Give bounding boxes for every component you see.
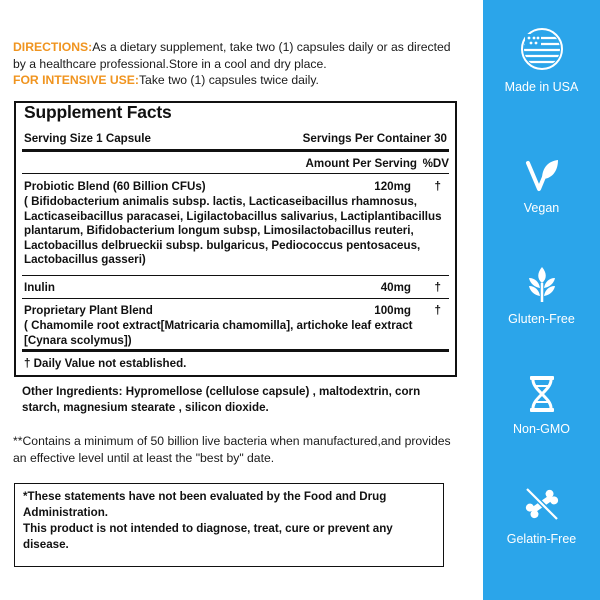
plant-blend-description: ( Chamomile root extract[Matricaria chamomilla], artichoke leaf extract [Cynara scolymus]) xyxy=(24,319,413,347)
directions-label: DIRECTIONS: xyxy=(13,40,93,54)
amount-per-serving-header: Amount Per Serving xyxy=(305,157,417,170)
intensive-use-label: FOR INTENSIVE USE: xyxy=(13,73,139,87)
serving-size: Serving Size 1 Capsule xyxy=(24,132,151,145)
daily-value-header: %DV xyxy=(422,157,449,170)
thick-divider xyxy=(22,149,449,152)
badge-label: Made in USA xyxy=(504,80,579,94)
divider xyxy=(22,298,449,299)
other-ingredients: Other Ingredients: Hypromellose (cellulose capsule) , maltodextrin, corn starch, magnesium stearate , silicon dioxide. xyxy=(22,385,421,414)
servings-per-container: Servings Per Container 30 xyxy=(302,132,447,145)
probiotic-blend-description: ( Bifidobacterium animalis subsp. lactis, Lacticaseibacillus rhamnosus, Lacticaseibacillus paracasei, Ligilactobacillus salivarius, Lactiplantibacillus plantarum, Bifidobacterium longum subsp, Limosilactobacillus reuteri, Lactobacillus delbrueckii subsp. bulgaricus, Pediococcus pentosaceus, Lactobacillus gasseri) xyxy=(24,195,442,267)
badge-gelatin-free xyxy=(483,484,600,546)
divider xyxy=(22,275,449,276)
usa-flag-icon xyxy=(519,26,565,72)
inulin-name: Inulin xyxy=(24,281,55,294)
inulin-amount: 40mg xyxy=(380,281,411,294)
plant-blend-name: Proprietary Plant Blend xyxy=(24,304,153,317)
inulin-dv: † xyxy=(434,281,441,294)
badge-sidebar xyxy=(483,0,600,600)
dna-icon xyxy=(527,374,557,414)
thick-divider xyxy=(22,349,449,352)
directions-text: As a dietary supplement, take two (1) capsules daily or as directed by a healthcare professional.Store in a cool and dry place. xyxy=(13,40,451,71)
supplement-facts-title: Supplement Facts xyxy=(24,102,172,122)
badge-made-in-usa xyxy=(483,26,600,94)
bacteria-note: **Contains a minimum of 50 billion live bacteria when manufactured,and provides an effective level until at least the "best by" date. xyxy=(13,434,451,465)
badge-label: Gluten-Free xyxy=(508,312,575,326)
plant-blend-dv: † xyxy=(434,304,441,317)
fda-disclaimer-line2: This product is not intended to diagnose, treat, cure or prevent any disease. xyxy=(23,522,393,551)
probiotic-blend-amount: 120mg xyxy=(374,180,411,193)
badge-non-gmo xyxy=(483,374,600,436)
divider xyxy=(22,173,449,174)
leaf-v-icon xyxy=(522,157,562,193)
badge-label: Vegan xyxy=(523,201,560,215)
plant-blend-amount: 100mg xyxy=(374,304,411,317)
probiotic-blend-name: Probiotic Blend (60 Billion CFUs) xyxy=(24,180,206,193)
badge-gluten-free xyxy=(483,264,600,326)
wheat-icon xyxy=(522,264,562,304)
directions-section xyxy=(13,39,463,89)
badge-label: Non-GMO xyxy=(513,422,570,436)
crossed-bone-icon xyxy=(522,484,562,524)
intensive-use-text: Take two (1) capsules twice daily. xyxy=(138,73,319,87)
badge-vegan xyxy=(483,157,600,215)
badge-label: Gelatin-Free xyxy=(506,532,577,546)
supplement-facts-panel xyxy=(14,101,457,377)
daily-value-footnote: † Daily Value not established. xyxy=(24,357,187,370)
fda-disclaimer-box xyxy=(14,483,444,567)
fda-disclaimer-line1: *These statements have not been evaluated by the Food and Drug Administration. xyxy=(23,490,387,519)
probiotic-blend-dv: † xyxy=(434,180,441,193)
